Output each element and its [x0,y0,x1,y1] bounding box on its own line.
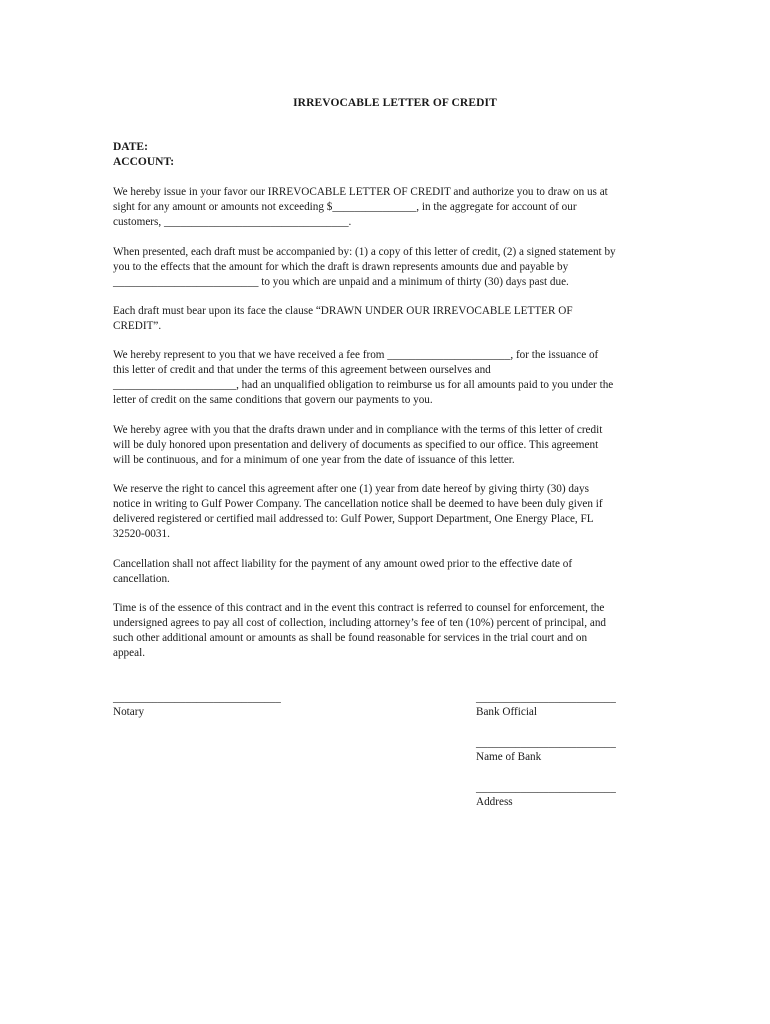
paragraph-line: When presented, each draft must be accompanied by: (1) a copy of this letter of credit, (2) a signed statement by [113,246,616,258]
paragraph-line: CREDIT”. [113,320,162,332]
paragraph-line: such other additional amount or amounts as shall be found reasonable for services in the trial court and on [113,632,588,644]
paragraph-line: delivered registered or certified mail addressed to: Gulf Power, Support Department, One Energy Place, FL [113,513,594,525]
paragraph-line: appeal. [113,647,145,659]
paragraph-line: We reserve the right to cancel this agreement after one (1) year from date hereof by giving thirty (30) days [113,483,589,495]
paragraph-line: Time is of the essence of this contract and in the event this contract is referred to counsel for enforcement, the [113,602,605,614]
bank-name-line: _________________________ [476,737,616,749]
paragraph-cancellation-liability [113,557,683,587]
paragraph-line: 32520-0031. [113,528,170,540]
paragraph-fee [113,348,683,408]
document-title: IRREVOCABLE LETTER OF CREDIT [293,97,497,109]
paragraph-line: will be duly honored upon presentation and delivery of documents as specified to our office. This agreement [113,439,599,451]
paragraph-line: We hereby represent to you that we have received a fee from ______________________, for the issuance of [113,349,599,361]
paragraph-cancel-right [113,482,683,542]
paragraph-line: notice in writing to Gulf Power Company. The cancellation notice shall be deemed to have been duly given if [113,498,603,510]
paragraph-line: Each draft must bear upon its face the clause “DRAWN UNDER OUR IRREVOCABLE LETTER OF [113,305,573,317]
paragraph-line: this letter of credit and that under the terms of this agreement between ourselves and [113,364,491,376]
paragraph-time-essence [113,601,683,661]
paragraph-line: __________________________ to you which are unpaid and a minimum of thirty (30) days past due. [113,276,569,288]
paragraph-issue [113,185,683,230]
bank-official-label: Bank Official [476,706,537,718]
paragraph-clause [113,304,683,334]
paragraph-line: letter of credit on the same conditions that govern our payments to you. [113,394,433,406]
notary-label: Notary [113,706,145,718]
bank-name-label: Name of Bank [476,751,542,763]
paragraph-line: We hereby issue in your favor our IRREVOCABLE LETTER OF CREDIT and authorize you to draw on us at [113,186,608,198]
address-line: _________________________ [476,782,616,794]
paragraph-line: ______________________, had an unqualified obligation to reimburse us for all amounts paid to you under the [113,379,614,391]
address-label: Address [476,796,513,808]
paragraph-line: will be continuous, and for a minimum of one year from the date of issuance of this letter. [113,454,515,466]
paragraph-line: you to the effects that the amount for which the draft is drawn represents amounts due and payable by [113,261,569,273]
paragraph-line: We hereby agree with you that the drafts drawn under and in compliance with the terms of this letter of credit [113,424,603,436]
notary-signature-line: ______________________________ [113,692,281,704]
paragraph-line: Cancellation shall not affect liability for the payment of any amount owed prior to the effective date of [113,558,573,570]
paragraph-line: cancellation. [113,573,170,585]
paragraph-agreement [113,423,683,468]
account-label: ACCOUNT: [113,156,175,168]
date-label: DATE: [113,141,148,153]
paragraph-line: undersigned agrees to pay all cost of collection, including attorney’s fee of ten (10%) percent of principal, and [113,617,607,629]
paragraph-presentation [113,245,683,290]
paragraph-line: sight for any amount or amounts not exceeding $_______________, in the aggregate for account of our [113,201,577,213]
paragraph-line: customers, _________________________________. [113,216,352,228]
bank-official-signature-line: _________________________ [476,692,616,704]
